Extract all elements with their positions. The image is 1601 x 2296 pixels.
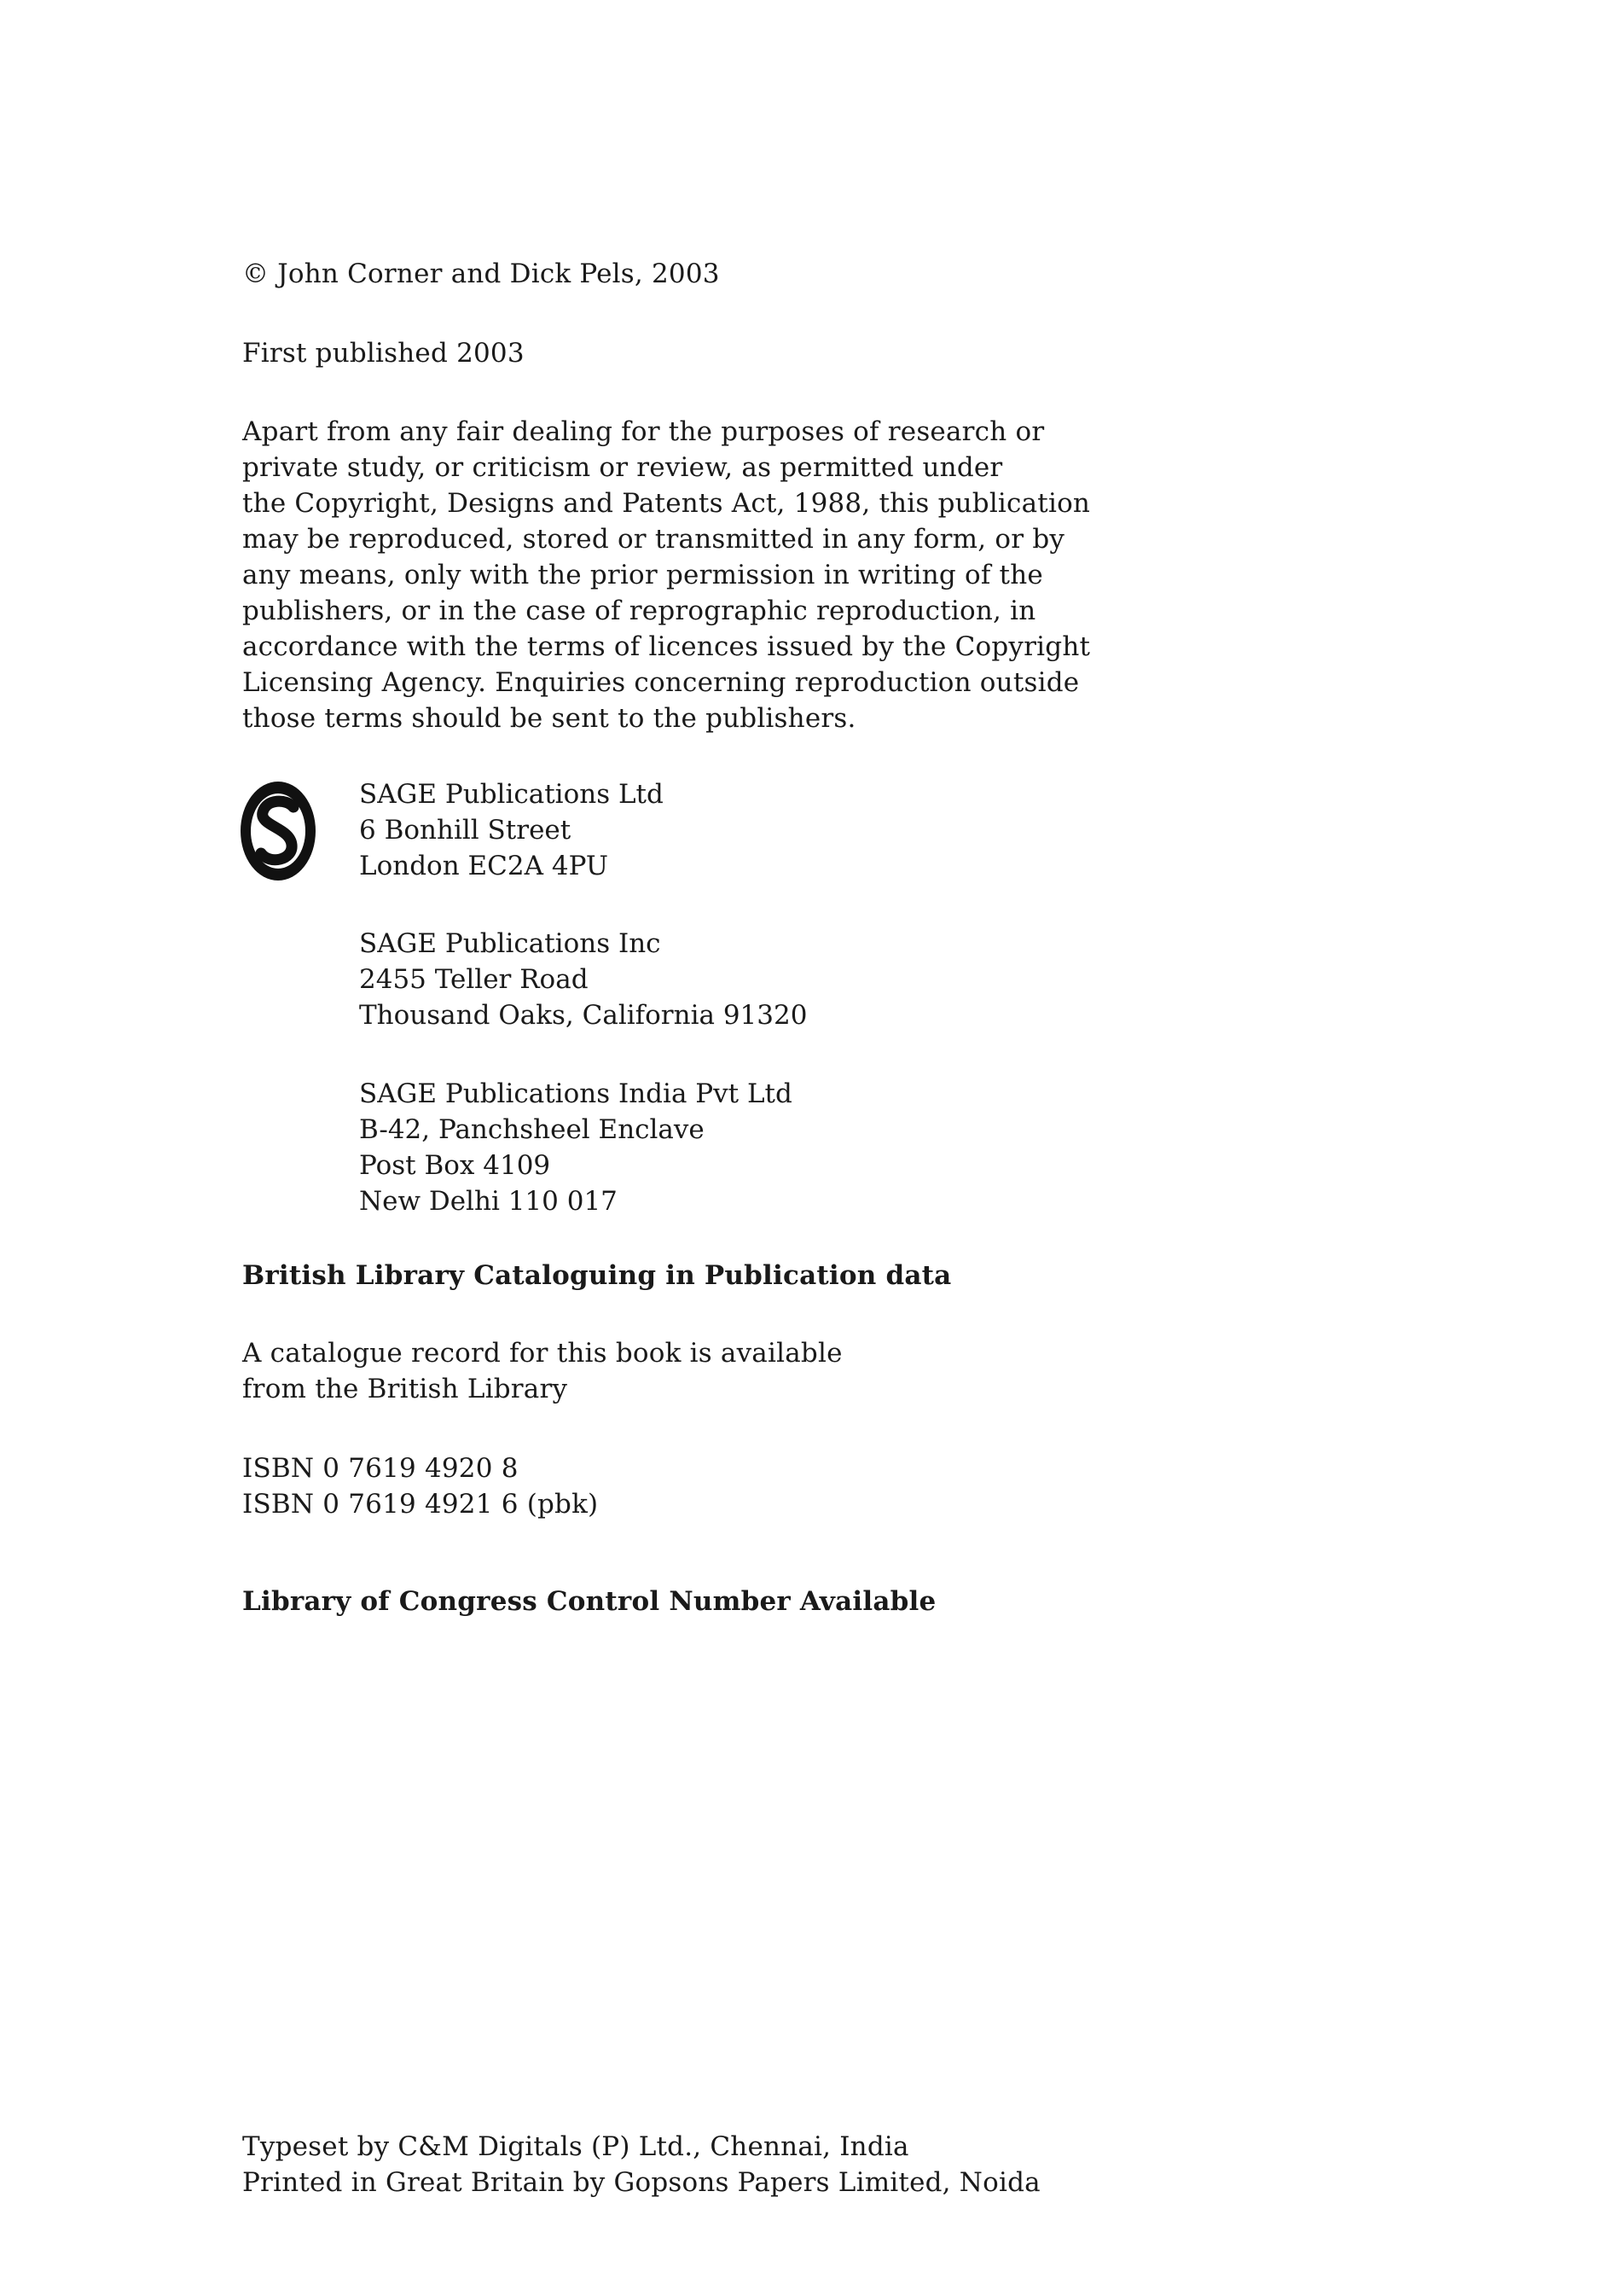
address-line: SAGE Publications Ltd bbox=[359, 779, 664, 810]
rights-line: any means, only with the prior permission in writing of the bbox=[242, 560, 1043, 590]
isbn-line: ISBN 0 7619 4920 8 bbox=[242, 1453, 519, 1484]
address-line: Post Box 4109 bbox=[359, 1150, 551, 1181]
isbn-list bbox=[242, 1450, 598, 1522]
address-line: 6 Bonhill Street bbox=[359, 815, 571, 846]
address-line: SAGE Publications India Pvt Ltd bbox=[359, 1078, 792, 1109]
address-line: B-42, Panchsheel Enclave bbox=[359, 1114, 705, 1145]
printer-credit: Printed in Great Britain by Gopsons Papers Limited, Noida bbox=[242, 2167, 1041, 2198]
address-line: SAGE Publications Inc bbox=[359, 928, 661, 959]
british-library-text bbox=[242, 1335, 843, 1407]
address-uk bbox=[359, 776, 664, 884]
catalogue-line: from the British Library bbox=[242, 1374, 568, 1404]
rights-line: Licensing Agency. Enquiries concerning reproduction outside bbox=[242, 667, 1080, 698]
first-published: First published 2003 bbox=[242, 338, 525, 369]
rights-line: those terms should be sent to the publishers. bbox=[242, 703, 856, 734]
rights-line: the Copyright, Designs and Patents Act, 1988, this publication bbox=[242, 488, 1091, 519]
copyright-notice: © John Corner and Dick Pels, 2003 bbox=[242, 259, 720, 289]
catalogue-line: A catalogue record for this book is available bbox=[242, 1338, 843, 1369]
address-us bbox=[359, 926, 807, 1033]
address-line: Thousand Oaks, California 91320 bbox=[359, 1000, 808, 1031]
printing-credits bbox=[242, 2129, 1041, 2200]
isbn-line: ISBN 0 7619 4921 6 (pbk) bbox=[242, 1489, 599, 1520]
address-line: New Delhi 110 017 bbox=[359, 1186, 618, 1217]
british-library-heading: British Library Cataloguing in Publication data bbox=[242, 1260, 952, 1291]
rights-line: Apart from any fair dealing for the purposes of research or bbox=[242, 416, 1045, 447]
library-of-congress-heading: Library of Congress Control Number Available bbox=[242, 1586, 937, 1617]
address-line: 2455 Teller Road bbox=[359, 964, 589, 995]
rights-line: private study, or criticism or review, as permitted under bbox=[242, 452, 1003, 483]
rights-paragraph bbox=[242, 414, 1090, 736]
sage-s-logo-icon bbox=[237, 778, 319, 884]
address-india bbox=[359, 1076, 792, 1219]
typeset-credit: Typeset by C&M Digitals (P) Ltd., Chennai, India bbox=[242, 2131, 909, 2162]
rights-line: publishers, or in the case of reprographic reproduction, in bbox=[242, 596, 1036, 626]
address-line: London EC2A 4PU bbox=[359, 851, 609, 881]
rights-line: may be reproduced, stored or transmitted in any form, or by bbox=[242, 524, 1065, 555]
rights-line: accordance with the terms of licences issued by the Copyright bbox=[242, 631, 1091, 662]
